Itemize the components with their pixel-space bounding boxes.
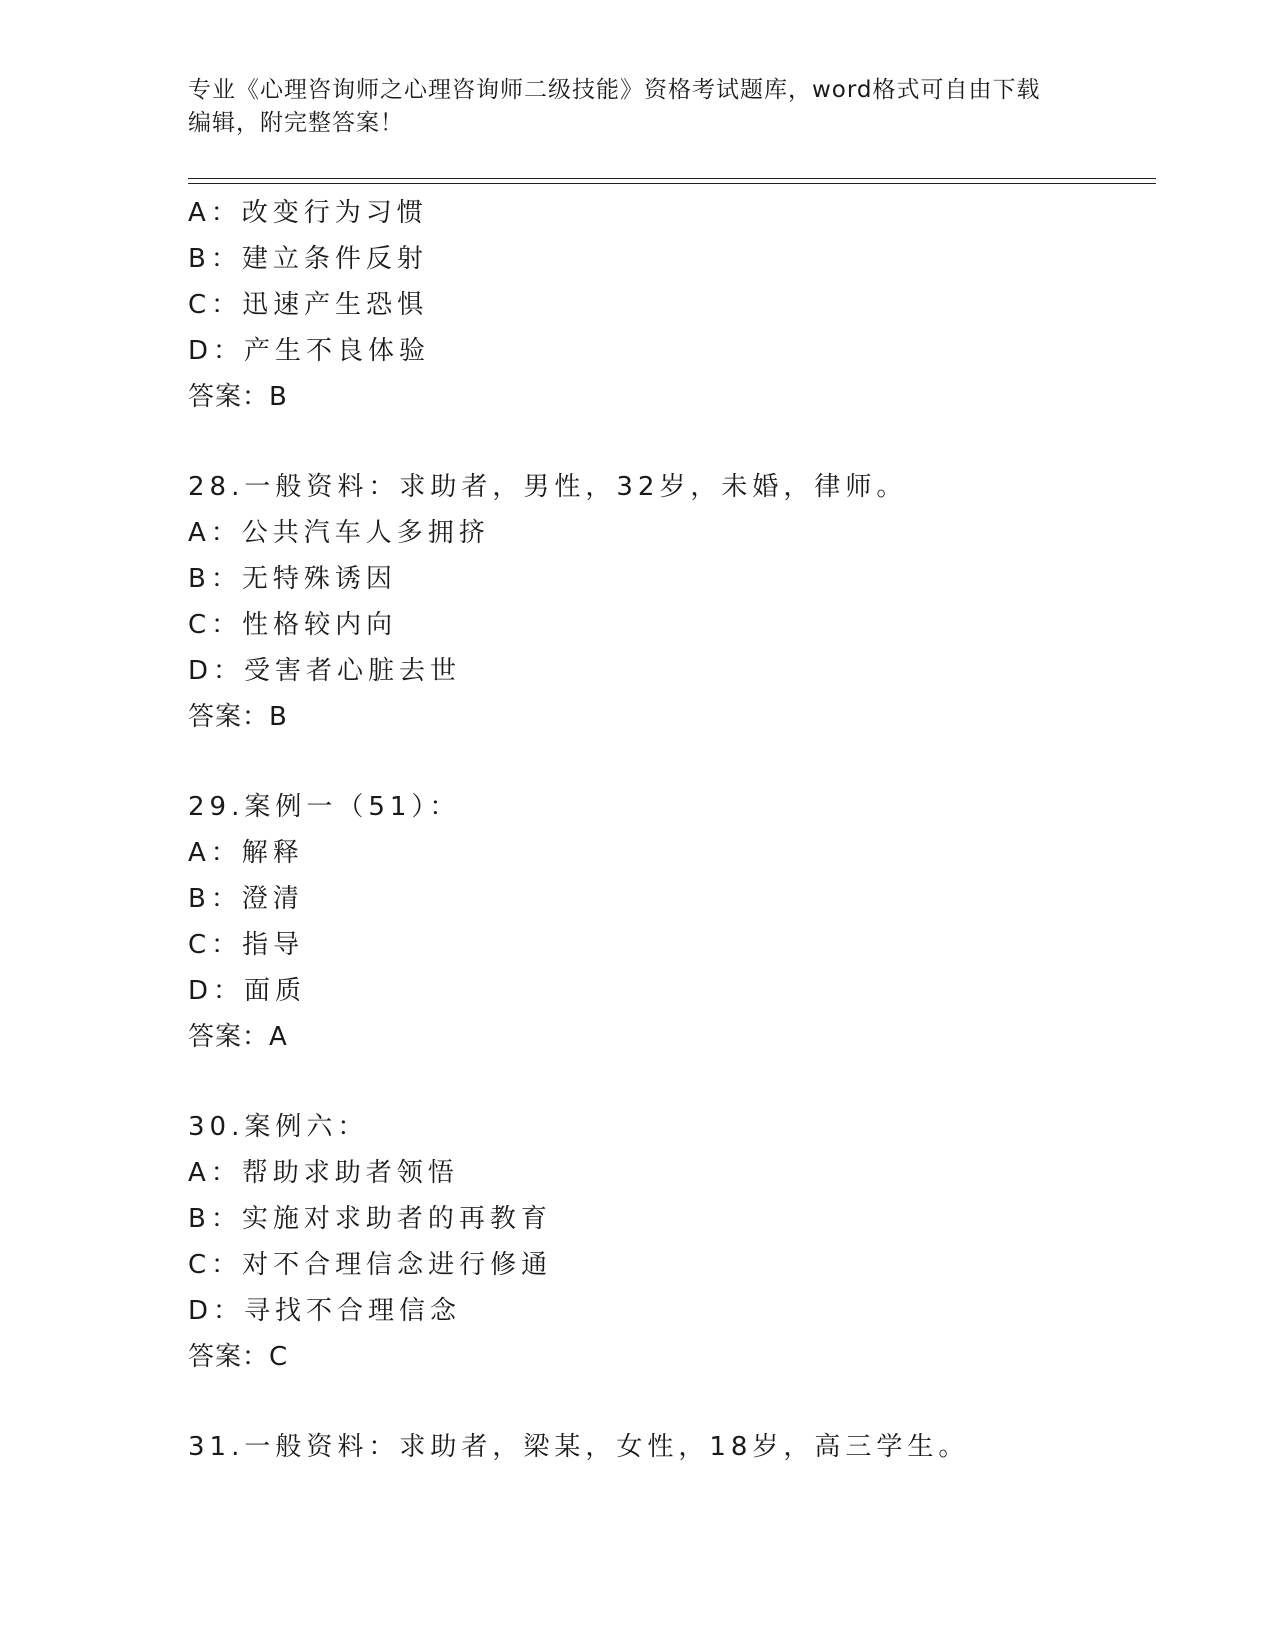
question-stem: 28.一般资料：求助者，男性，32岁，未婚，律师。 <box>188 472 908 502</box>
answer-line: 答案：B <box>188 702 288 732</box>
option-a: A：公共汽车人多拥挤 <box>188 518 490 548</box>
option-a: A：改变行为习惯 <box>188 198 428 228</box>
document-header <box>188 74 1088 140</box>
option-b: B：建立条件反射 <box>188 244 428 274</box>
answer-line: 答案：A <box>188 1022 288 1052</box>
question-block-30 <box>188 1104 1156 1380</box>
spacer <box>188 1060 1156 1104</box>
option-d: D：面质 <box>188 976 307 1006</box>
answer-line: 答案：B <box>188 382 288 412</box>
question-block-partial <box>188 190 1156 420</box>
spacer <box>188 420 1156 464</box>
question-list <box>188 190 1156 1470</box>
spacer <box>188 1380 1156 1424</box>
answer-line: 答案：C <box>188 1342 289 1372</box>
header-line-2: 编辑，附完整答案！ <box>188 110 404 136</box>
option-c: C：指导 <box>188 930 305 960</box>
option-b: B：实施对求助者的再教育 <box>188 1204 552 1234</box>
question-stem: 31.一般资料：求助者，梁某，女性，18岁，高三学生。 <box>188 1432 970 1462</box>
option-c: C：性格较内向 <box>188 610 398 640</box>
option-a: A：解释 <box>188 838 304 868</box>
header-line-1: 专业《心理咨询师之心理咨询师二级技能》资格考试题库，word格式可自由下载 <box>188 77 1041 103</box>
option-c: C：迅速产生恐惧 <box>188 290 429 320</box>
option-b: B：澄清 <box>188 884 304 914</box>
question-block-28 <box>188 464 1156 740</box>
option-a: A：帮助求助者领悟 <box>188 1158 459 1188</box>
option-d: D：受害者心脏去世 <box>188 656 462 686</box>
question-block-29 <box>188 784 1156 1060</box>
header-divider-top <box>188 178 1156 179</box>
question-block-31 <box>188 1424 1156 1470</box>
header-divider-bottom <box>188 183 1156 184</box>
option-c: C：对不合理信念进行修通 <box>188 1250 553 1280</box>
option-d: D：寻找不合理信念 <box>188 1296 462 1326</box>
option-b: B：无特殊诱因 <box>188 564 397 594</box>
spacer <box>188 740 1156 784</box>
question-stem: 30.案例六： <box>188 1112 369 1142</box>
question-stem: 29.案例一（51）： <box>188 792 461 822</box>
option-d: D：产生不良体验 <box>188 336 431 366</box>
